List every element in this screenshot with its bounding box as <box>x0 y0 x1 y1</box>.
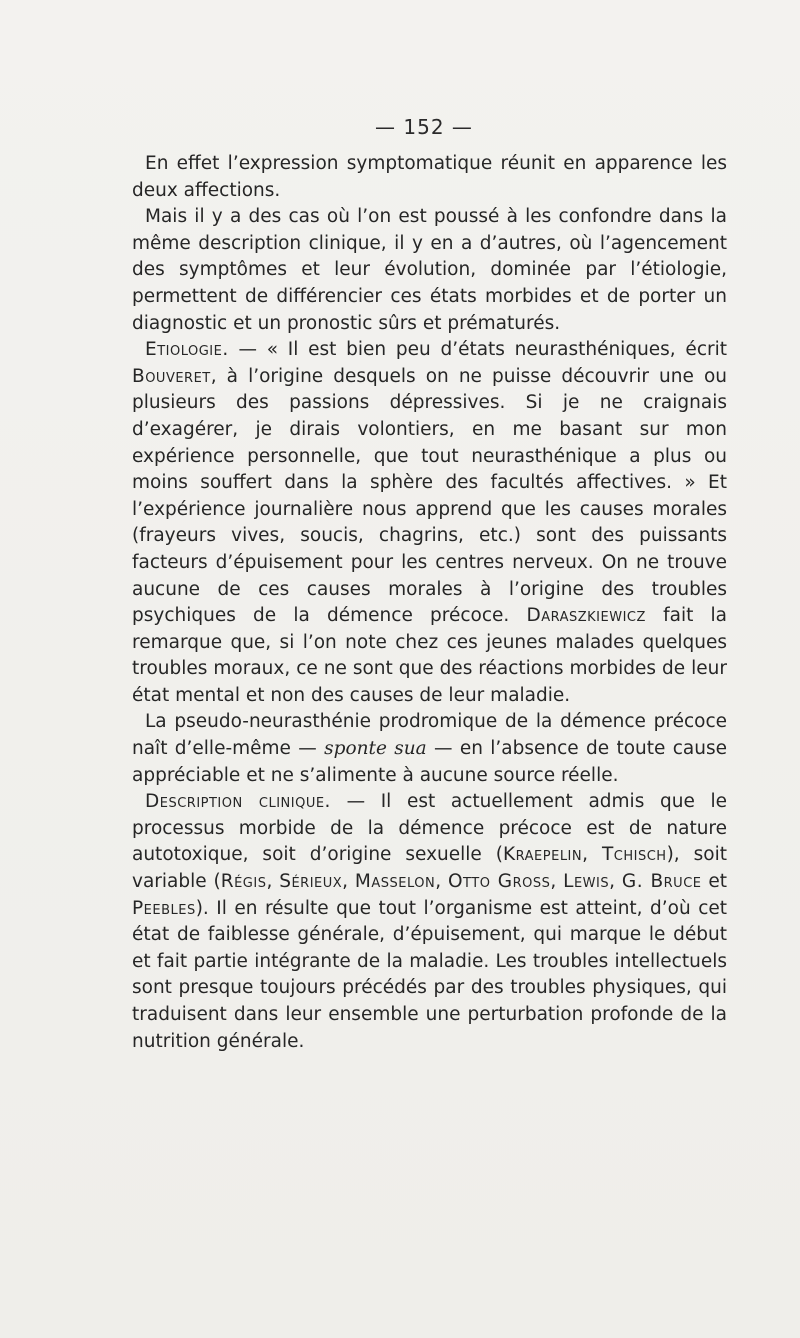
author-name: Kraepelin <box>503 844 583 866</box>
paragraph-1: En effet l’expression symptomatique réunit en apparence les deux affections. <box>132 153 727 201</box>
paragraph-etiologie <box>132 337 727 709</box>
separator: et <box>701 871 727 893</box>
separator: , <box>550 871 564 893</box>
paragraph-2: Mais il y a des cas où l’on est poussé à les confondre dans la même description clinique, il y en a d’autres, où l’agencement des symptômes et leur évolution, dominée par l’étiologie, permettent de différencier ces états morbides et de porter un diagnostic et un pronostic sûrs et prématurés. <box>132 206 727 334</box>
author-name: G. Bruce <box>621 871 702 893</box>
author-name: Régis <box>220 871 267 893</box>
author-name: Tchisch <box>601 844 667 866</box>
separator: , <box>435 871 448 893</box>
paragraph-text: La pseudo-neurasthénie prodromique de la démence précoce naît d’elle-même — <box>132 711 727 760</box>
section-heading-description-clinique: Description clinique. <box>145 791 331 813</box>
paragraph-text: — « Il est bien peu d’états neurasthéniques, écrit <box>228 339 727 361</box>
separator: , <box>266 871 280 893</box>
author-name: Bouveret <box>132 365 211 387</box>
author-name: Sérieux <box>279 871 343 893</box>
paragraph-text: — Il est actuellement admis que le processus morbide de la démence précoce est de nature autotoxique, soit d’origine sexuelle ( <box>132 791 727 866</box>
paragraph-text: fait la remarque que, si l’on note chez ces jeunes malades quelques troubles moraux, ce ne sont que des réactions morbides de leur état mental et non des causes de leur maladie. <box>132 605 727 706</box>
paragraph-text: ). Il en résulte que tout l’organisme est atteint, d’où cet état de faiblesse générale, d’épuisement, qui marque le début et fait partie intégrante de la maladie. Les troubles intellectuels sont presque toujours précédés par des troubles physiques, qui traduisent dans leur ensemble une perturbation profonde de la nutrition générale. <box>132 897 727 1052</box>
paragraph-text: ), soit variable ( <box>132 844 727 893</box>
paragraph-text: — en l’absence de toute cause appréciable et ne s’alimente à aucune source réelle. <box>132 738 728 786</box>
body-text <box>132 151 727 1055</box>
author-name: Otto Gross <box>447 871 551 893</box>
author-name: Masselon <box>354 871 436 893</box>
separator: , <box>609 871 622 893</box>
page-number: — 152 — <box>375 115 473 139</box>
separator: , <box>342 871 355 893</box>
author-name: Daraszkiewicz <box>526 605 646 627</box>
author-name: Peebles <box>132 897 196 919</box>
separator: , <box>582 844 602 866</box>
italic-phrase: sponte sua <box>324 738 427 760</box>
paragraph-description-clinique <box>132 789 727 1055</box>
paragraph-pseudo-neurasthenie <box>132 709 727 789</box>
section-heading-etiologie: Etiologie. <box>145 339 229 361</box>
paragraph-text: , à l’origine desquels on ne puisse découvrir une ou plusieurs des passions dépressives. Si je ne craignais d’exagérer, je dirais volontiers, en me basant sur mon expérience personnelle, que tout neurasthénique a plus ou moins souffert dans la sphère des facultés affectives. » Et l’expérience journalière nous apprend que les causes morales (frayeurs vives, soucis, chagrins, etc.) sont des puissants facteurs d’épuisement pour les centres nerveux. On ne trouve aucune de ces causes morales à l’origine des troubles psychiques de la démence précoce. <box>132 365 727 627</box>
author-name: Lewis <box>563 871 610 893</box>
